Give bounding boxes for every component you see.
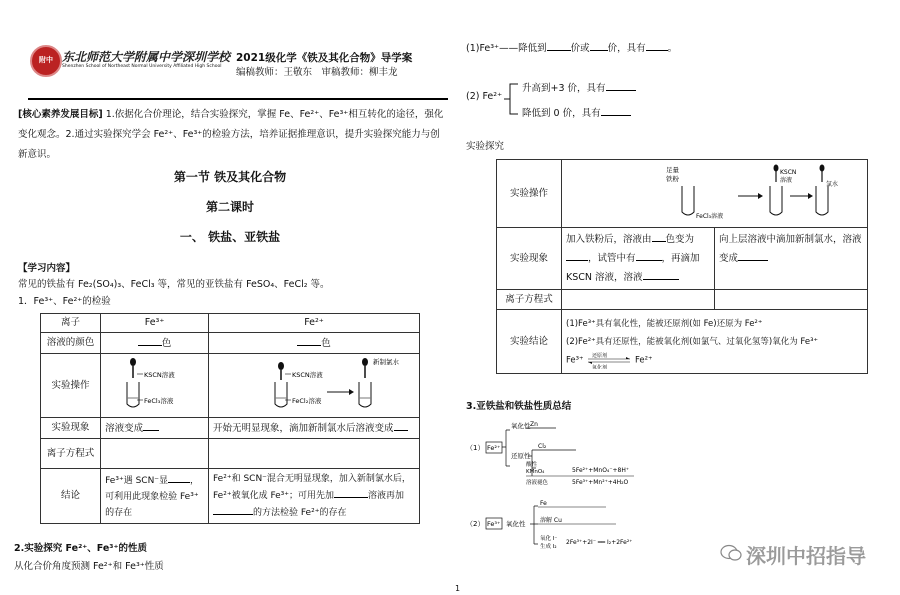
prediction-fe2: (2) Fe²⁺ [466, 91, 503, 102]
svg-text:（2）: （2） [466, 520, 485, 528]
topic-title: 一、 铁盐、亚铁盐 [179, 230, 281, 244]
svg-text:5Fe³⁺+Mn²⁺+4H₂O: 5Fe³⁺+Mn²⁺+4H₂O [572, 479, 629, 486]
arrow-right-icon [738, 193, 763, 199]
ph-label: 实验现象 [497, 228, 562, 290]
prediction-fe2-up: 升高到+3 价，具有 [522, 80, 636, 96]
row-color-label: 溶液的颜色 [41, 333, 101, 354]
svg-text:氧化剂: 氧化剂 [592, 364, 608, 369]
section2-title: 2.实验探究 Fe²⁺、Fe³⁺的性质 [14, 543, 147, 554]
school-name: 东北师范大学附属中学深圳学校 [62, 50, 231, 64]
eq-label: 离子方程式 [497, 290, 562, 310]
svg-text:FeCl₂溶液: FeCl₂溶液 [292, 397, 322, 405]
svg-text:铁粉: 铁粉 [666, 175, 679, 183]
test-tube-icon [816, 186, 828, 215]
equilibrium-arrows-icon [586, 351, 632, 369]
row-phenomenon-label: 实验现象 [41, 418, 101, 439]
svg-text:溶解 Cu: 溶解 Cu [540, 517, 562, 524]
explore-figure [562, 160, 866, 222]
svg-text:氧化 I⁻: 氧化 I⁻ [540, 536, 558, 542]
test-tube-icon [275, 382, 287, 407]
fe3-test-tube-figure [101, 354, 201, 412]
diagram-fe3 [466, 500, 666, 554]
eq-left [562, 290, 715, 310]
dropper-icon [130, 358, 136, 378]
con-line-3: Fe³⁺ 还原剂 氧化剂 Fe²⁺ [566, 352, 653, 369]
fe2-conclusion: Fe²⁺和 SCN⁻混合无明显现象，加入新制氯水后，Fe²⁺被氧化成 Fe³⁺；可用先加 溶液再加 的方法检验 Fe²⁺的存在 [209, 469, 420, 524]
row-operation-label: 实验操作 [41, 354, 101, 418]
test-tube-icon [359, 382, 371, 407]
svg-text:（1）: （1） [466, 444, 485, 452]
item1-title: 1．Fe³⁺、Fe²⁺的检验 [18, 296, 111, 307]
section-title: 第一节 铁及其化合物 [173, 170, 287, 184]
svg-text:Cl₂: Cl₂ [538, 443, 547, 450]
bracket-icon [504, 82, 524, 116]
row-equation-label: 离子方程式 [41, 439, 101, 469]
section2-sub: 从化合价角度预测 Fe²⁺和 Fe³⁺性质 [14, 561, 164, 572]
fe3-operation-figure [101, 354, 209, 418]
fe3-equation [101, 439, 209, 469]
op-figure [562, 160, 868, 228]
svg-text:氧化性: 氧化性 [506, 520, 526, 528]
goals-label: [核心素养发展目标] [18, 109, 103, 120]
wechat-icon [720, 544, 742, 562]
goals-text: 1.依据化合价理论，结合实验探究，掌握 Fe、Fe²⁺、Fe³⁺相互转化的途径，强化变化观念。2.通过实验探究学会 Fe²⁺、Fe³⁺的检验方法，培养证据推理意识，提升实验探究能力与创新意识。 [18, 109, 444, 160]
prediction-fe2-down: 降低到 0 价，具有 [522, 105, 631, 121]
svg-text:KMnO₄: KMnO₄ [526, 469, 545, 475]
dropper-icon [362, 358, 368, 378]
svg-text:FeCl₃溶液: FeCl₃溶液 [144, 397, 174, 405]
svg-text:溶液: 溶液 [780, 177, 793, 184]
svg-text:还原性: 还原性 [511, 452, 531, 460]
school-logo [30, 45, 62, 77]
fe3-phenomenon: 溶液变成 [101, 418, 209, 439]
section3-title: 3.亚铁盐和铁盐性质总结 [466, 401, 572, 412]
svg-text:5Fe²⁺+MnO₄⁻+8H⁺: 5Fe²⁺+MnO₄⁻+8H⁺ [572, 467, 630, 474]
fe2-test-tube-figure [209, 354, 419, 412]
svg-text:酸性: 酸性 [526, 462, 538, 468]
con-label: 实验结论 [497, 310, 562, 374]
arrow-right-icon [790, 193, 813, 199]
diagram-fe2 [466, 418, 666, 492]
logo-text: 附中 [39, 56, 53, 64]
svg-text:KSCN溶液: KSCN溶液 [292, 371, 323, 379]
content-intro: 常见的铁盐有 Fe₂(SO₄)₃、FeCl₃ 等，常见的亚铁盐有 FeSO₄、FeCl₂ 等。 [18, 279, 330, 290]
svg-text:FeCl₃溶液: FeCl₃溶液 [696, 213, 724, 220]
con-line-2: (2)Fe²⁺具有还原性，能被氧化剂(如氯气、过氧化氢等)氧化为 Fe³⁺ [566, 336, 818, 347]
editors: 编稿教师：王敬东 审稿教师：柳丰龙 [236, 67, 398, 78]
th-fe2: Fe²⁺ [209, 314, 420, 333]
test-tube-icon [770, 186, 782, 215]
ph-right: 向上层溶液中滴加新制氯水，溶液变成 [715, 228, 868, 290]
svg-text:Zn: Zn [530, 421, 538, 428]
row-conclusion-label: 结论 [41, 469, 101, 524]
eq-right [715, 290, 868, 310]
header-rule [28, 98, 448, 100]
fe3-color: 色 [101, 333, 209, 354]
svg-text:2Fe³⁺+2I⁻ ══ I₂+2Fe²⁺: 2Fe³⁺+2I⁻ ══ I₂+2Fe²⁺ [566, 539, 633, 546]
svg-text:生成 I₂: 生成 I₂ [540, 544, 557, 550]
fe3-conclusion: Fe³⁺遇 SCN⁻显 ，可利用此现象检验 Fe³⁺的存在 [101, 469, 209, 524]
op-label: 实验操作 [497, 160, 562, 228]
page-number: 1 [455, 584, 461, 593]
svg-text:KSCN: KSCN [780, 169, 797, 176]
fe2-phenomenon: 开始无明显现象，滴加新制氯水后溶液变成 [209, 418, 420, 439]
svg-text:足量: 足量 [666, 166, 679, 174]
test-tube-icon [127, 382, 139, 407]
dropper-icon [278, 362, 284, 380]
test-tube-icon [682, 186, 694, 215]
dropper-icon [820, 165, 825, 183]
dropper-icon [774, 165, 779, 183]
con-content [562, 310, 868, 374]
svg-text:氯水: 氯水 [826, 181, 839, 188]
svg-text:KSCN溶液: KSCN溶液 [144, 371, 175, 379]
svg-text:新制氯水: 新制氯水 [373, 358, 399, 366]
watermark: 深圳中招指导 [746, 544, 866, 568]
svg-text:溶液褪色: 溶液褪色 [526, 480, 549, 486]
arrow-right-icon [327, 389, 354, 395]
school-name-en: Shenzhen School of Northeast Normal University Affiliated High School [62, 64, 222, 69]
goals [18, 105, 448, 165]
svg-text:还原剂: 还原剂 [592, 352, 608, 359]
ion-test-table [40, 313, 420, 524]
lesson-title: 第二课时 [205, 200, 254, 214]
svg-text:氧化性: 氧化性 [511, 422, 531, 430]
prediction-fe3: (1)Fe³⁺——降低到 价或 价，具有 。 [466, 40, 677, 56]
fe2-equation [209, 439, 420, 469]
th-fe3: Fe³⁺ [101, 314, 209, 333]
explore-table [496, 159, 868, 374]
explore-title: 实验探究 [466, 141, 505, 152]
content-label: 【学习内容】 [18, 263, 76, 274]
fe2-operation-figure [209, 354, 420, 418]
th-ion: 离子 [41, 314, 101, 333]
doc-title: 2021级化学《铁及其化合物》导学案 [236, 52, 413, 64]
fe2-color: 色 [209, 333, 420, 354]
svg-text:Fe²⁺: Fe²⁺ [487, 444, 501, 452]
svg-text:Fe³⁺: Fe³⁺ [487, 520, 501, 528]
con-line-1: (1)Fe³⁺具有氧化性，能被还原剂(如 Fe)还原为 Fe²⁺ [566, 318, 763, 329]
svg-text:Fe: Fe [540, 500, 547, 507]
ph-left: 加入铁粉后，溶液由 色变为，试管中有 ，再滴加 KSCN 溶液，溶液 [562, 228, 715, 290]
